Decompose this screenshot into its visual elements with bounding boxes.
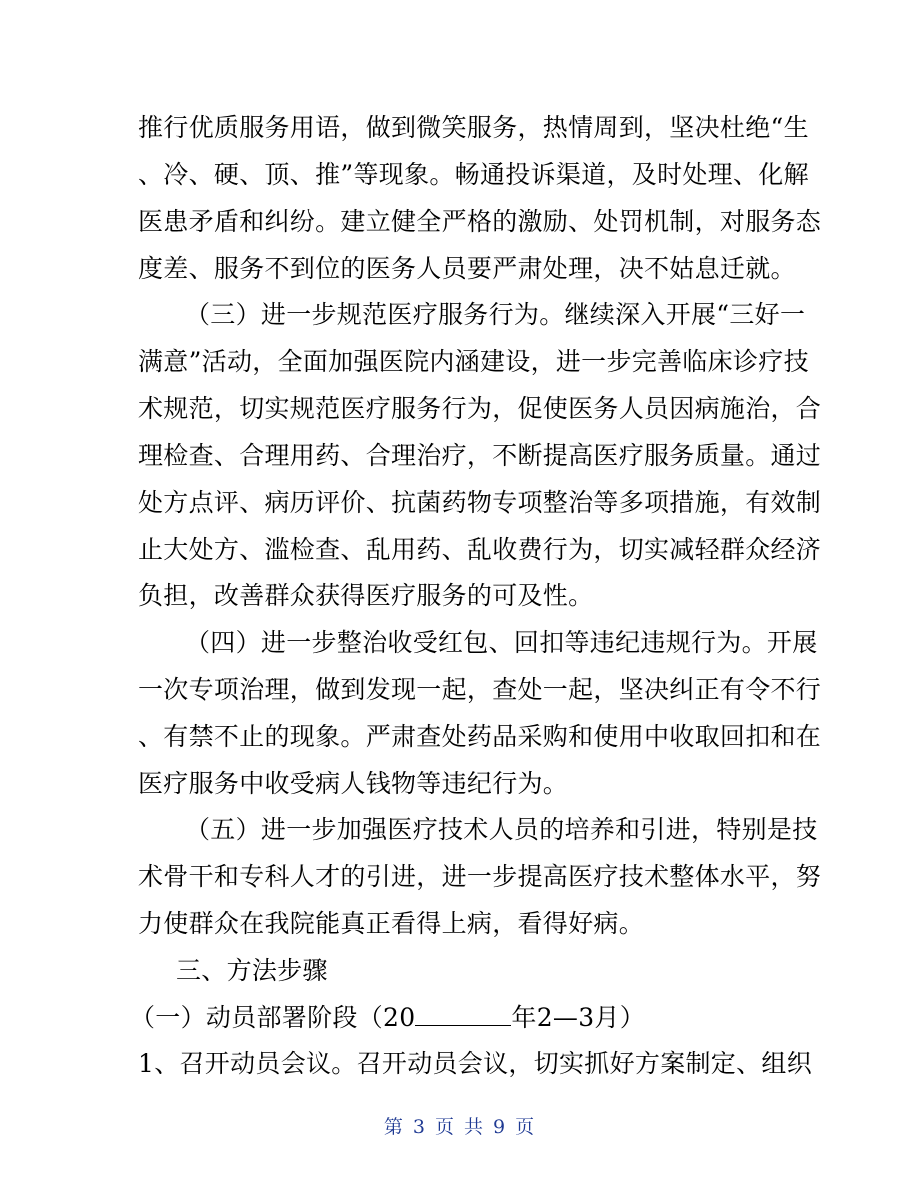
text-line-8: 理检查、合理用药、合理治疗，不断提高医疗服务质量。通过 bbox=[138, 441, 822, 470]
text-line-10: 止大处方、滥检查、乱用药、乱收费行为，切实减轻群众经济 bbox=[138, 535, 822, 564]
stage-heading-prefix: （一）动员部署阶段（20 bbox=[130, 1003, 416, 1032]
text-line-7: 术规范，切实规范医疗服务行为，促使医务人员因病施治，合 bbox=[138, 394, 822, 423]
paragraph-5-heading: （五）进一步加强医疗技术人员的培养和引进，特别是技 bbox=[185, 815, 818, 844]
stage-heading bbox=[130, 1003, 645, 1033]
text-line-18: 力使群众在我院能真正看得上病，看得好病。 bbox=[138, 909, 645, 938]
page-footer: 第 3 页 共 9 页 bbox=[383, 1116, 537, 1138]
text-line-9: 处方点评、病历评价、抗菌药物专项整治等多项措施，有效制 bbox=[138, 488, 822, 517]
text-line-14: 、有禁不止的现象。严肃查处药品采购和使用中收取回扣和在 bbox=[138, 722, 822, 751]
paragraph-3-heading: （三）进一步规范医疗服务行为。继续深入开展“三好一 bbox=[185, 300, 806, 329]
text-line-1: 推行优质服务用语，做到微笑服务，热情周到，坚决杜绝“生 bbox=[138, 113, 809, 142]
text-line-last: 1、召开动员会议。召开动员会议，切实抓好方案制定、组织 bbox=[138, 1049, 813, 1078]
text-line-3: 医患矛盾和纠纷。建立健全严格的激励、处罚机制，对服务态 bbox=[138, 207, 822, 236]
text-line-2: 、冷、硬、顶、推”等现象。畅通投诉渠道，及时处理、化解 bbox=[138, 160, 809, 189]
stage-heading-suffix: 年2—3月） bbox=[511, 1003, 646, 1032]
paragraph-4-heading: （四）进一步整治收受红包、回扣等违纪违规行为。开展 bbox=[185, 628, 818, 657]
text-line-11: 负担，改善群众获得医疗服务的可及性。 bbox=[138, 581, 594, 610]
text-line-13: 一次专项治理，做到发现一起，查处一起，坚决纠正有令不行 bbox=[138, 675, 822, 704]
year-blank bbox=[415, 1005, 511, 1026]
section-heading: 三、方法步骤 bbox=[176, 956, 328, 985]
text-line-4: 度差、服务不到位的医务人员要严肃处理，决不姑息迁就。 bbox=[138, 254, 796, 283]
text-line-17: 术骨干和专科人才的引进，进一步提高医疗技术整体水平，努 bbox=[138, 862, 822, 891]
text-line-15: 医疗服务中收受病人钱物等违纪行为。 bbox=[138, 769, 569, 798]
text-line-6: 满意”活动，全面加强医院内涵建设，进一步完善临床诊疗技 bbox=[138, 347, 809, 376]
